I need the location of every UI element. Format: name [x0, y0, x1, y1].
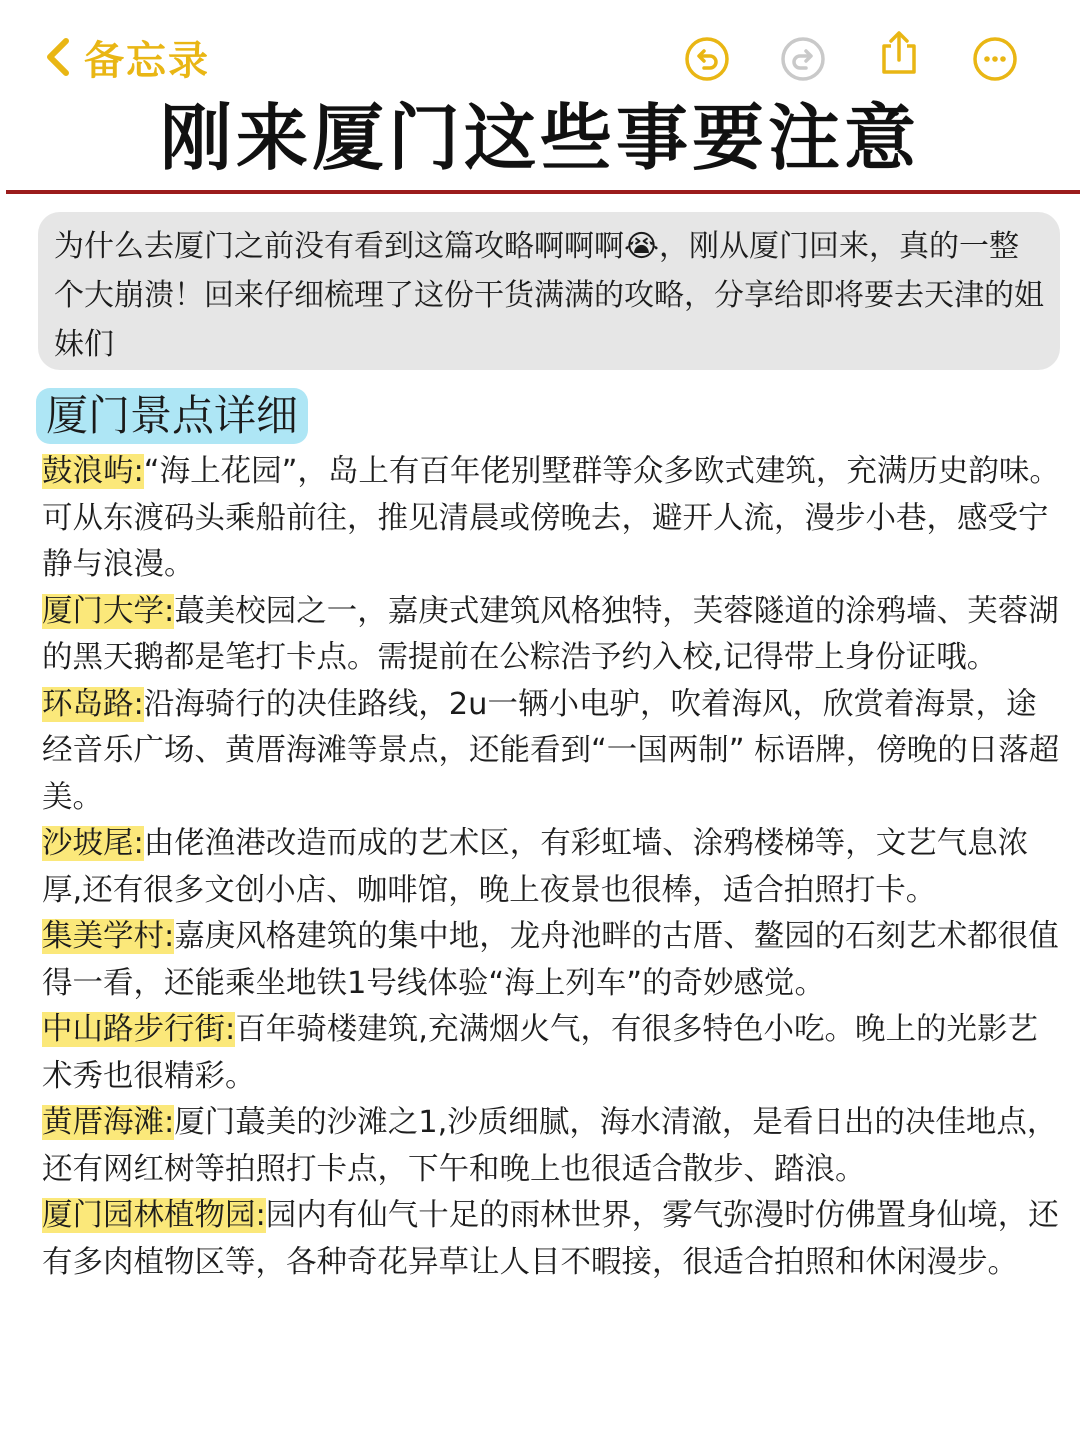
more-button[interactable] [972, 36, 1018, 82]
list-item [42, 682, 1062, 822]
list-item [42, 1100, 1062, 1193]
list-item [42, 821, 1062, 914]
back-label: 备忘录 [84, 37, 210, 84]
share-button[interactable] [876, 30, 922, 76]
entry-label: 集美学村: [42, 919, 175, 954]
entry-text: 沿海骑行的决佳路线，2u一辆小电驴，吹着海风，欣赏着海景，途经音乐广场、黄厝海滩等景点，还能看到“一国两制” 标语牌，傍晚的日落超美。 [42, 686, 1060, 815]
entry-label: 厦门园林植物园: [42, 1198, 266, 1233]
entry-label: 中山路步行街: [42, 1012, 236, 1047]
back-button[interactable] [40, 32, 210, 82]
list-item [42, 1193, 1062, 1286]
list-item [42, 1007, 1062, 1100]
list-item [42, 449, 1062, 589]
undo-icon [684, 36, 730, 82]
entry-text: 蕞美校园之一，嘉庚式建筑风格独特，芙蓉隧道的涂鸦墙、芙蓉湖的黑天鹅都是笔打卡点。需提前在公粽浩予约入校,记得带上身份证哦。 [42, 593, 1059, 675]
list-item [42, 589, 1062, 682]
more-icon [972, 36, 1018, 82]
entry-text: “海上花园”，岛上有百年佬别墅群等众多欧式建筑，充满历史韵味。可从东渡码头乘船前往，推见清晨或傍晚去，避开人流，漫步小巷，感受宁静与浪漫。 [42, 454, 1060, 582]
entry-text: 嘉庚风格建筑的集中地，龙舟池畔的古厝、鳌园的石刻艺术都很值得一看，还能乘坐地铁1号线体验“海上列车”的奇妙感觉。 [42, 919, 1059, 1001]
note-title: 刚来厦门这些事要注意 [159, 96, 920, 180]
entry-label: 黄厝海滩: [42, 1105, 175, 1140]
entry-text: 百年骑楼建筑,充满烟火气，有很多特色小吃。晚上的光影艺术秀也很精彩。 [42, 1012, 1038, 1094]
undo-button[interactable] [684, 36, 730, 82]
entry-text: 园内有仙气十足的雨林世界，雾气弥漫时仿佛置身仙境，还有多肉植物区等，各种奇花异草让人目不暇接，很适合拍照和休闲漫步。 [42, 1198, 1059, 1280]
entry-label: 厦门大学: [42, 593, 175, 629]
share-icon [876, 30, 922, 76]
chevron-left-icon [40, 35, 74, 79]
note-body[interactable] [42, 449, 1062, 1286]
list-item [42, 914, 1062, 1007]
intro-text: 为什么去厦门之前没有看到这篇攻略啊啊啊😭，刚从厦门回来，真的一整个大崩溃！回来仔细梳理了这份干货满满的攻略，分享给即将要去天津的姐妹们 [54, 229, 1044, 362]
redo-button[interactable] [780, 36, 826, 82]
title-divider [6, 190, 1080, 194]
redo-icon [780, 36, 826, 82]
section-heading: 厦门景点详细 [36, 388, 308, 444]
entry-label: 鼓浪屿: [42, 454, 144, 489]
entry-label: 环岛路: [42, 686, 144, 722]
entry-text: 由佬渔港改造而成的艺术区，有彩虹墙、涂鸦楼梯等，文艺气息浓厚,还有很多文创小店、咖啡馆，晚上夜景也很棒，适合拍照打卡。 [42, 826, 1029, 908]
entry-label: 沙坡尾: [42, 826, 144, 861]
intro-box [38, 212, 1060, 370]
entry-text: 厦门蕞美的沙滩之1,沙质细腻，海水清澈，是看日出的决佳地点，还有网红树等拍照打卡点，下午和晚上也很适合散步、踏浪。 [42, 1105, 1058, 1187]
top-toolbar [0, 22, 1080, 92]
